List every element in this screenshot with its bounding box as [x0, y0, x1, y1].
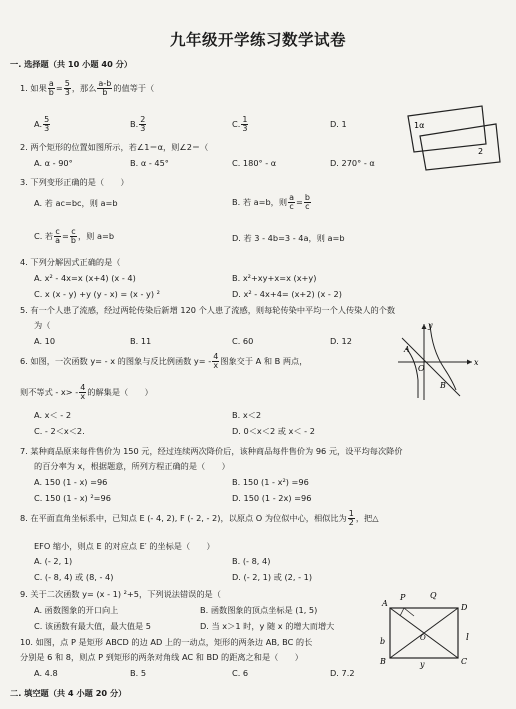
- q3-option-b[interactable]: B. 若 a=b，则 $\frac{a}{c}$ = $\frac{b}{c}$: [232, 193, 310, 211]
- section-1-heading: 一. 选择题（共 10 小题 40 分）: [10, 59, 133, 69]
- q4-stem: 4. 下列分解因式正确的是（: [20, 257, 121, 267]
- q5-option-a[interactable]: A. 10: [34, 336, 56, 346]
- q4-option-a[interactable]: A. x² - 4x=x (x+4) (x - 4): [34, 273, 136, 283]
- q8-option-d[interactable]: D. (- 2, 1) 或 (2, - 1): [232, 572, 313, 582]
- q5-option-c[interactable]: C. 60: [232, 336, 254, 346]
- fig10-label-y: y: [420, 660, 425, 669]
- q5-option-d[interactable]: D. 12: [330, 336, 352, 346]
- q7-stem-line1: 7. 某种商品原来每件售价为 150 元，经过连续两次降价后，该种商品每件售价为 96 元，设平均每次降价: [20, 446, 403, 456]
- q1-option-c[interactable]: C. $\frac{1}{3}$: [232, 115, 248, 133]
- q7-option-c[interactable]: C. 150 (1 - x) ²=96: [34, 493, 111, 503]
- section-2-heading: 二. 填空题（共 4 小题 20 分）: [10, 688, 127, 698]
- q10-option-b[interactable]: B. 5: [130, 668, 147, 678]
- q8-stem-line2: EFO 缩小，则点 E 的对应点 E′ 的坐标是（ ）: [34, 541, 215, 551]
- fig6-point-b: B: [440, 381, 446, 390]
- q2-option-d[interactable]: D. 270° - α: [330, 158, 375, 168]
- q10-option-d[interactable]: D. 7.2: [330, 668, 355, 678]
- q4-option-c[interactable]: C. x (x - y) +y (y - x) = (x - y) ²: [34, 289, 160, 299]
- fig6-origin-o: O: [418, 364, 425, 373]
- q2-figure-rectangles: [400, 104, 504, 176]
- q3-stem: 3. 下列变形正确的是（ ）: [20, 177, 129, 187]
- q1-frac-amb: $\frac{a-b}{b}$: [98, 79, 112, 97]
- q10-stem-line2: 分别是 6 和 8，则点 P 到矩形的两条对角线 AC 和 BD 的距离之和是（ ）: [20, 652, 303, 662]
- q6-option-d[interactable]: D. 0＜x＜2 或 x＜ - 2: [232, 426, 315, 436]
- fig10-label-b-side: b: [380, 637, 386, 646]
- q6-figure-graph: [394, 320, 478, 402]
- q2-option-a[interactable]: A. α - 90°: [34, 158, 73, 168]
- fig10-point-p: P: [400, 593, 406, 602]
- fig10-point-c: C: [461, 657, 468, 666]
- fig2-label-1: 1α: [414, 121, 425, 130]
- fig6-point-a: A: [404, 345, 410, 354]
- q8-option-a[interactable]: A. (- 2, 1): [34, 556, 73, 566]
- q7-option-a[interactable]: A. 150 (1 - x) =96: [34, 477, 108, 487]
- q10-stem-line1: 10. 如图，点 P 是矩形 ABCD 的边 AD 上的一动点，矩形的两条边 AB, BC 的长: [20, 637, 313, 647]
- q7-stem-line2: 的百分率为 x，根据题意，所列方程正确的是（ ）: [34, 461, 230, 471]
- fig10-label-l: l: [466, 633, 469, 643]
- q1-frac-ab: $\frac{a}{b}$: [48, 79, 54, 97]
- q2-option-b[interactable]: B. α - 45°: [130, 158, 169, 168]
- q10-option-c[interactable]: C. 6: [232, 668, 249, 678]
- q5-option-b[interactable]: B. 11: [130, 336, 152, 346]
- q7-option-d[interactable]: D. 150 (1 - 2x) =96: [232, 493, 312, 503]
- q4-option-b[interactable]: B. x²+xy+x=x (x+y): [232, 273, 317, 283]
- q4-option-d[interactable]: D. x² - 4x+4= (x+2) (x - 2): [232, 289, 342, 299]
- page-title: 九年级开学练习数学试卷: [169, 30, 346, 49]
- fig10-point-d: D: [461, 603, 468, 612]
- q9-option-a[interactable]: A. 函数图象的开口向上: [34, 605, 119, 615]
- fig6-y-label: y: [428, 321, 433, 330]
- q9-stem: 9. 关于二次函数 y= (x - 1) ²+5，下列说法错误的是（: [20, 589, 221, 599]
- q7-option-b[interactable]: B. 150 (1 - x²) =96: [232, 477, 309, 487]
- fig10-label-q: Q: [430, 591, 437, 600]
- fig10-point-o: O: [420, 634, 426, 642]
- q1-option-a[interactable]: A. $\frac{5}{3}$: [34, 115, 50, 133]
- q3-option-a[interactable]: A. 若 ac=bc，则 a=b: [34, 198, 118, 208]
- q9-option-b[interactable]: B. 函数图象的顶点坐标是 (1, 5): [200, 605, 318, 615]
- q9-option-d[interactable]: D. 当 x＞1 时，y 随 x 的增大而增大: [200, 621, 335, 631]
- q3-option-c[interactable]: C. 若 $\frac{c}{a}$ = $\frac{c}{b}$ ，则 a=b: [34, 227, 115, 245]
- fig10-point-b: B: [380, 657, 386, 666]
- q1-stem: 1. 如果 $\frac{a}{b}$ = $\frac{5}{3}$ ，那么 $\frac{a-b}{b}$ 的值等于（: [20, 79, 155, 97]
- q10-option-a[interactable]: A. 4.8: [34, 668, 58, 678]
- q8-stem-line1: 8. 在平面直角坐标系中，已知点 E (- 4, 2), F (- 2, - 2)，以原点 O 为位似中心，相似比为 $\frac{1}{2}$ ，把△: [20, 509, 379, 527]
- q6-stem-line2: 则不等式 - x> - $\frac{4}{x}$ 的解集是（ ）: [20, 383, 153, 401]
- q9-option-c[interactable]: C. 该函数有最大值，最大值是 5: [34, 621, 151, 631]
- q3-option-d[interactable]: D. 若 3 - 4b=3 - 4a，则 a=b: [232, 233, 345, 243]
- fig6-x-label: x: [474, 358, 479, 367]
- q1-option-b[interactable]: B. $\frac{2}{3}$: [130, 115, 146, 133]
- q2-stem: 2. 两个矩形的位置如图所示，若∠1＝α，则∠2＝（: [20, 142, 209, 152]
- q6-option-c[interactable]: C. - 2＜x＜2.: [34, 426, 85, 436]
- q2-option-c[interactable]: C. 180° - α: [232, 158, 277, 168]
- q6-option-a[interactable]: A. x＜ - 2: [34, 410, 72, 420]
- q10-figure-rectangle: [378, 586, 476, 668]
- q8-option-b[interactable]: B. (- 8, 4): [232, 556, 271, 566]
- q5-stem-line1: 5. 有一个人患了流感，经过两轮传染后新增 120 个人患了流感，则每轮传染中平均一个人传染人的个数: [20, 305, 396, 315]
- q5-stem-line2: 为（: [34, 320, 51, 330]
- q6-stem-line1: 6. 如图，一次函数 y= - x 的图象与反比例函数 y= - $\frac{4}{x}$ 图象交于 A 和 B 两点，: [20, 352, 308, 370]
- q1-text: 1. 如果: [20, 83, 47, 93]
- fig2-label-2: 2: [478, 147, 484, 156]
- q1-option-d[interactable]: D. 1: [330, 119, 347, 129]
- q6-option-b[interactable]: B. x＜2: [232, 410, 262, 420]
- fig10-point-a: A: [382, 599, 388, 608]
- q8-option-c[interactable]: C. (- 8, 4) 或 (8, - 4): [34, 572, 114, 582]
- q1-frac-53: $\frac{5}{3}$: [64, 79, 70, 97]
